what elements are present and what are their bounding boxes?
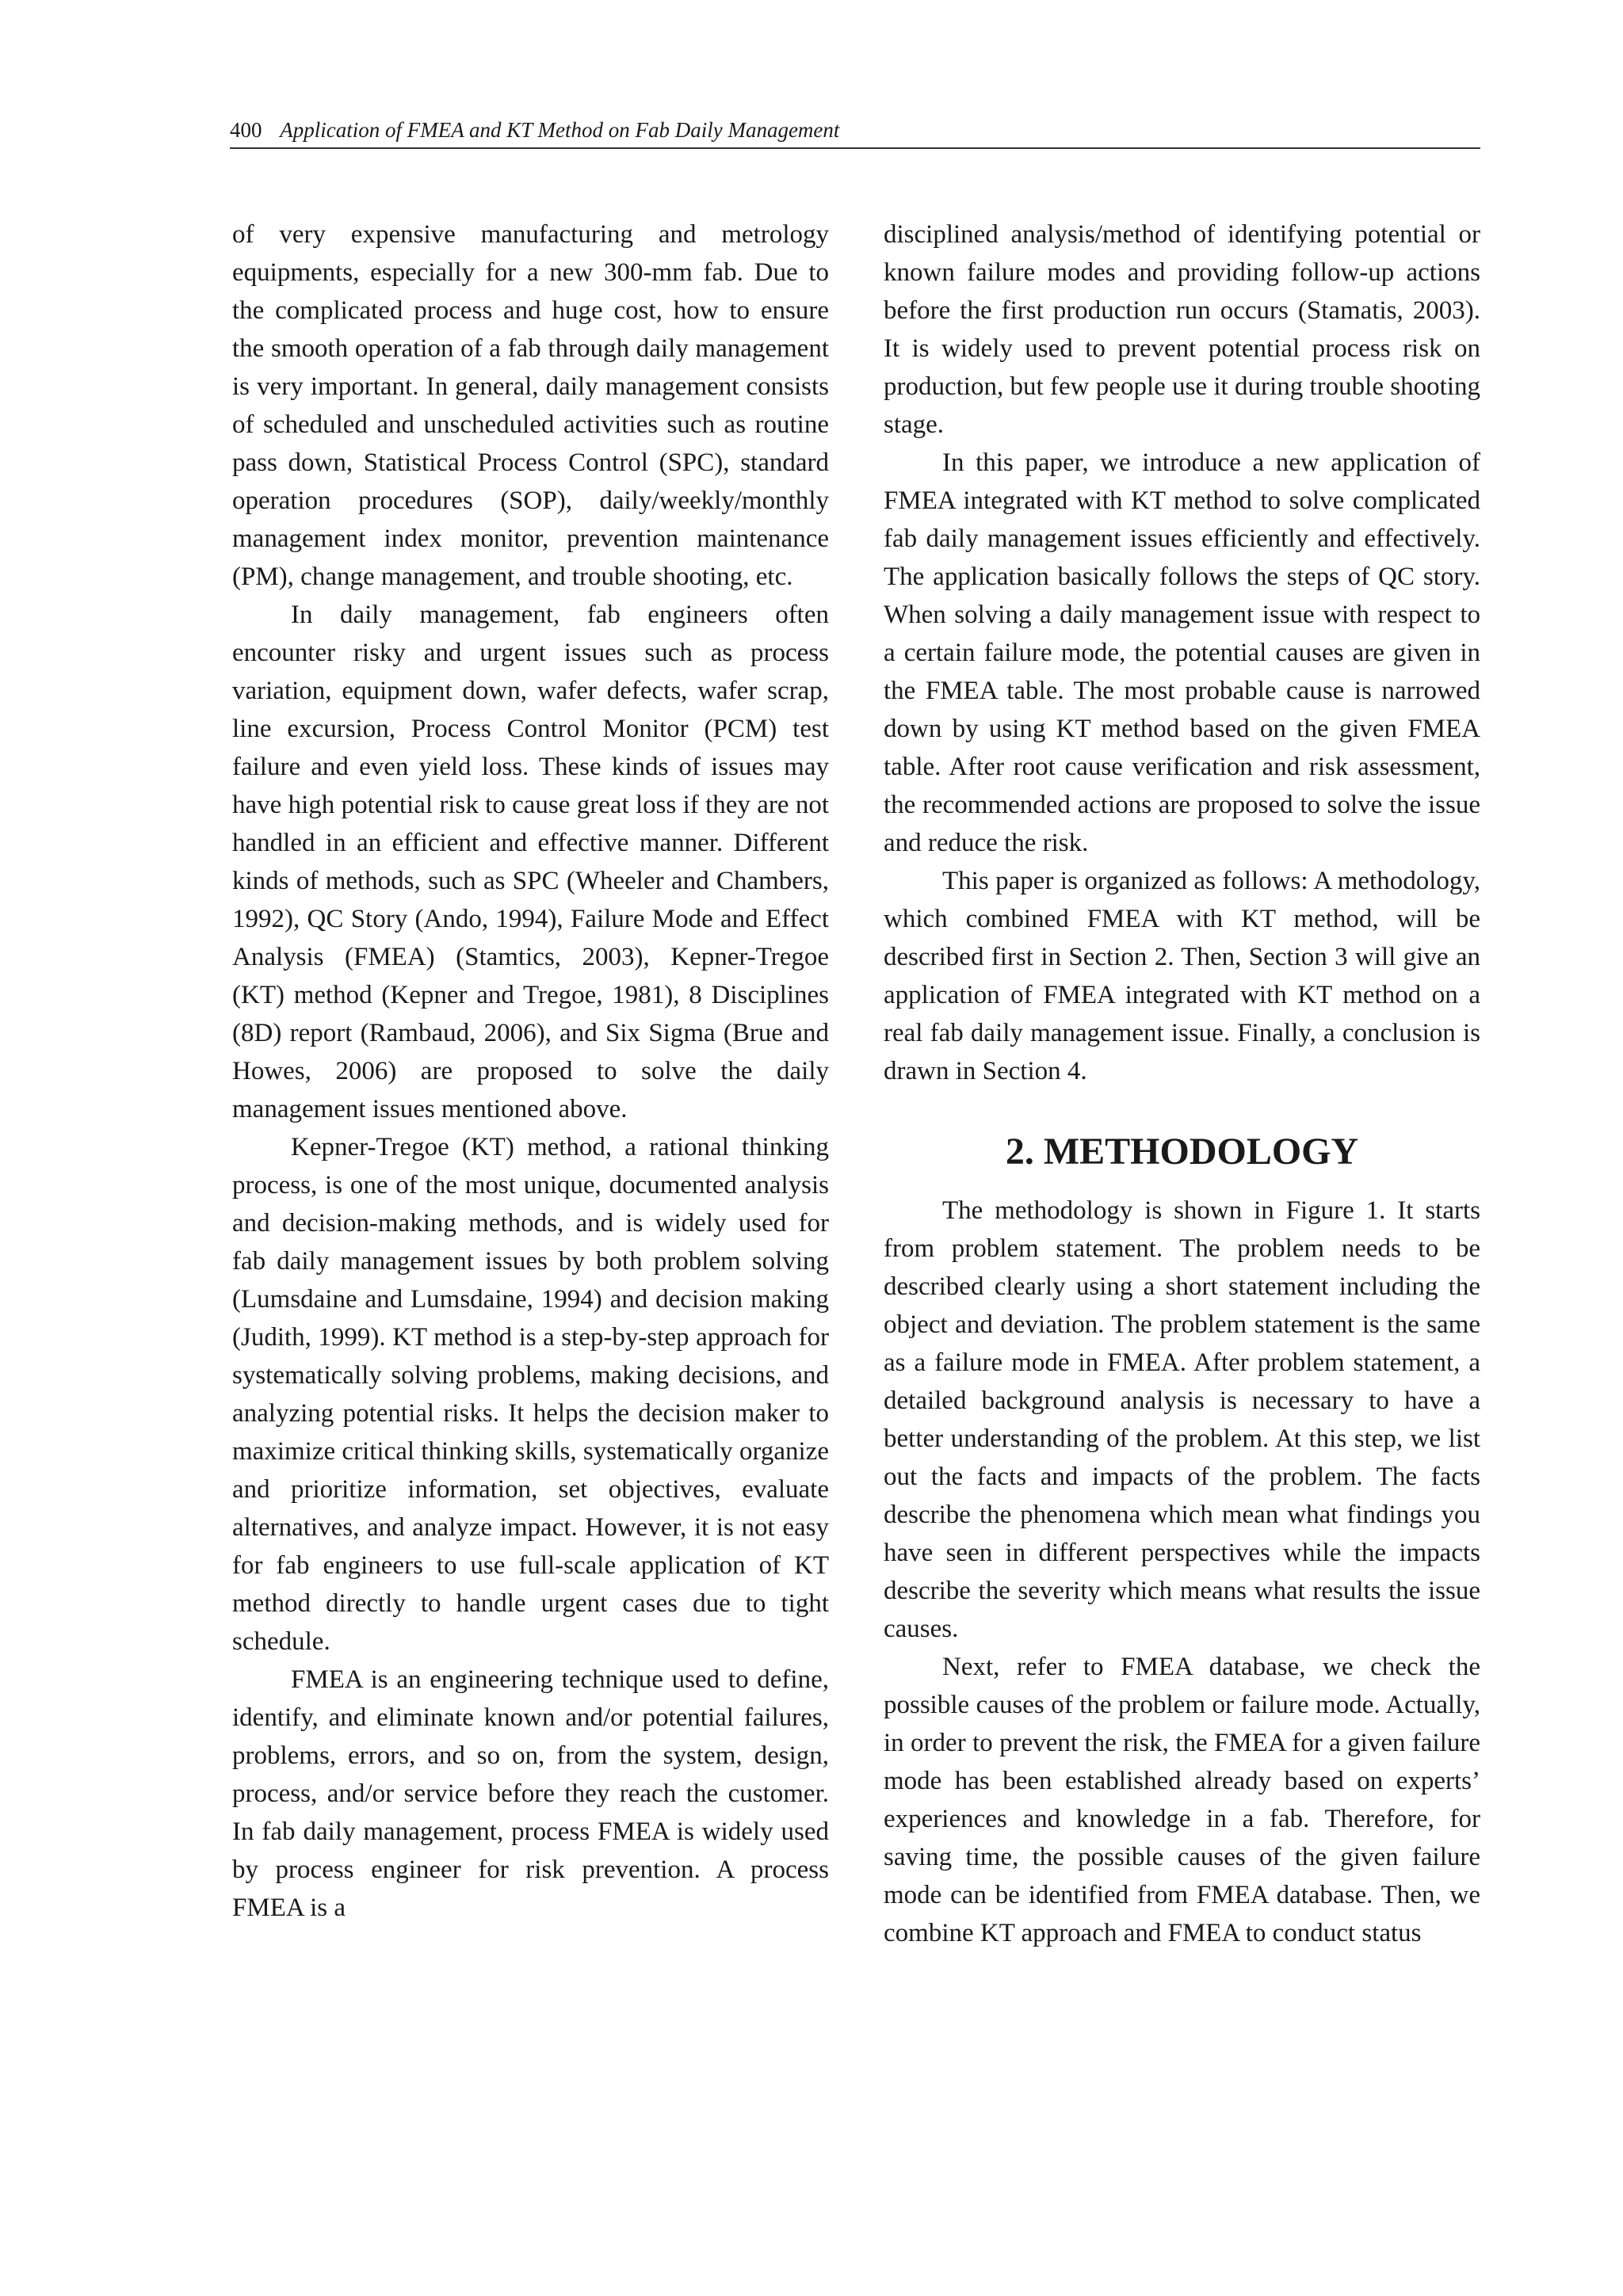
page-number: 400: [230, 118, 262, 142]
left-column: [232, 215, 829, 1927]
paragraph-continued: disciplined analysis/method of identifying potential or known failure modes and providing follow-up actions before the first production run occurs (Stamatis, 2003). It is widely used to prevent potential process risk on production, but few people use it during trouble shooting stage.: [884, 220, 1480, 439]
paragraph-continued: of very expensive manufacturing and metrology equipments, especially for a new 300-mm fab. Due to the complicated process and huge cost, how to ensure the smooth operation of a fab through daily management is very important. In general, daily management consists of scheduled and unscheduled activities such as routine pass down, Statistical Process Control (SPC), standard operation procedures (SOP), daily/weekly/monthly management index monitor, prevention maintenance (PM), change management, and trouble shooting, etc.: [232, 220, 829, 591]
section-heading: 2. METHODOLOGY: [1005, 1131, 1359, 1173]
paragraph: Next, refer to FMEA database, we check the possible causes of the problem or failure mode. Actually, in order to prevent the risk, the FMEA for a given failure mode has been established already based on experts’ experiences and knowledge in a fab. Therefore, for saving time, the possible causes of the given failure mode can be identified from FMEA database. Then, we combine KT approach and FMEA to conduct status: [884, 1653, 1480, 1947]
paragraph: In this paper, we introduce a new application of FMEA integrated with KT method to solve complicated fab daily management issues efficiently and effectively. The application basically follows the steps of QC story. When solving a daily management issue with respect to a certain failure mode, the potential causes are given in the FMEA table. The most probable cause is narrowed down by using KT method based on the given FMEA table. After root cause verification and risk assessment, the recommended actions are proposed to solve the issue and reduce the risk.: [884, 448, 1480, 857]
paragraph: The methodology is shown in Figure 1. It starts from problem statement. The problem needs to be described clearly using a short statement including the object and deviation. The problem statement is the same as a failure mode in FMEA. After problem statement, a detailed background analysis is necessary to have a better understanding of the problem. At this step, we list out the facts and impacts of the problem. The facts describe the phenomena which mean what findings you have seen in different perspectives while the impacts describe the severity which means what results the issue causes.: [884, 1196, 1480, 1643]
paragraph: This paper is organized as follows: A methodology, which combined FMEA with KT method, will be described first in Section 2. Then, Section 3 will give an application of FMEA integrated with KT method on a real fab daily management issue. Finally, a conclusion is drawn in Section 4.: [884, 867, 1480, 1085]
paragraph: In daily management, fab engineers often encounter risky and urgent issues such as process variation, equipment down, wafer defects, wafer scrap, line excursion, Process Control Monitor (PCM) test failure and even yield loss. These kinds of issues may have high potential risk to cause great loss if they are not handled in an efficient and effective manner. Different kinds of methods, such as SPC (Wheeler and Chambers, 1992), QC Story (Ando, 1994), Failure Mode and Effect Analysis (FMEA) (Stamtics, 2003), Kepner-Tregoe (KT) method (Kepner and Tregoe, 1981), 8 Disciplines (8D) report (Rambaud, 2006), and Six Sigma (Brue and Howes, 2006) are proposed to solve the daily management issues mentioned above.: [232, 601, 829, 1123]
running-title: Application of FMEA and KT Method on Fab Daily Management: [280, 118, 840, 142]
paragraph: Kepner-Tregoe (KT) method, a rational thinking process, is one of the most unique, documented analysis and decision-making methods, and is widely used for fab daily management issues by both problem solving (Lumsdaine and Lumsdaine, 1994) and decision making (Judith, 1999). KT method is a step-by-step approach for systematically solving problems, making decisions, and analyzing potential risks. It helps the decision maker to maximize critical thinking skills, systematically organize and prioritize information, set objectives, evaluate alternatives, and analyze impact. However, it is not easy for fab engineers to use full-scale application of KT method directly to handle urgent cases due to tight schedule.: [232, 1133, 829, 1656]
right-column: [884, 215, 1480, 1952]
paragraph: FMEA is an engineering technique used to define, identify, and eliminate known and/or potential failures, problems, errors, and so on, from the system, design, process, and/or service before they reach the customer. In fab daily management, process FMEA is widely used by process engineer for risk prevention. A process FMEA is a: [232, 1665, 829, 1922]
running-header: [230, 113, 1480, 149]
